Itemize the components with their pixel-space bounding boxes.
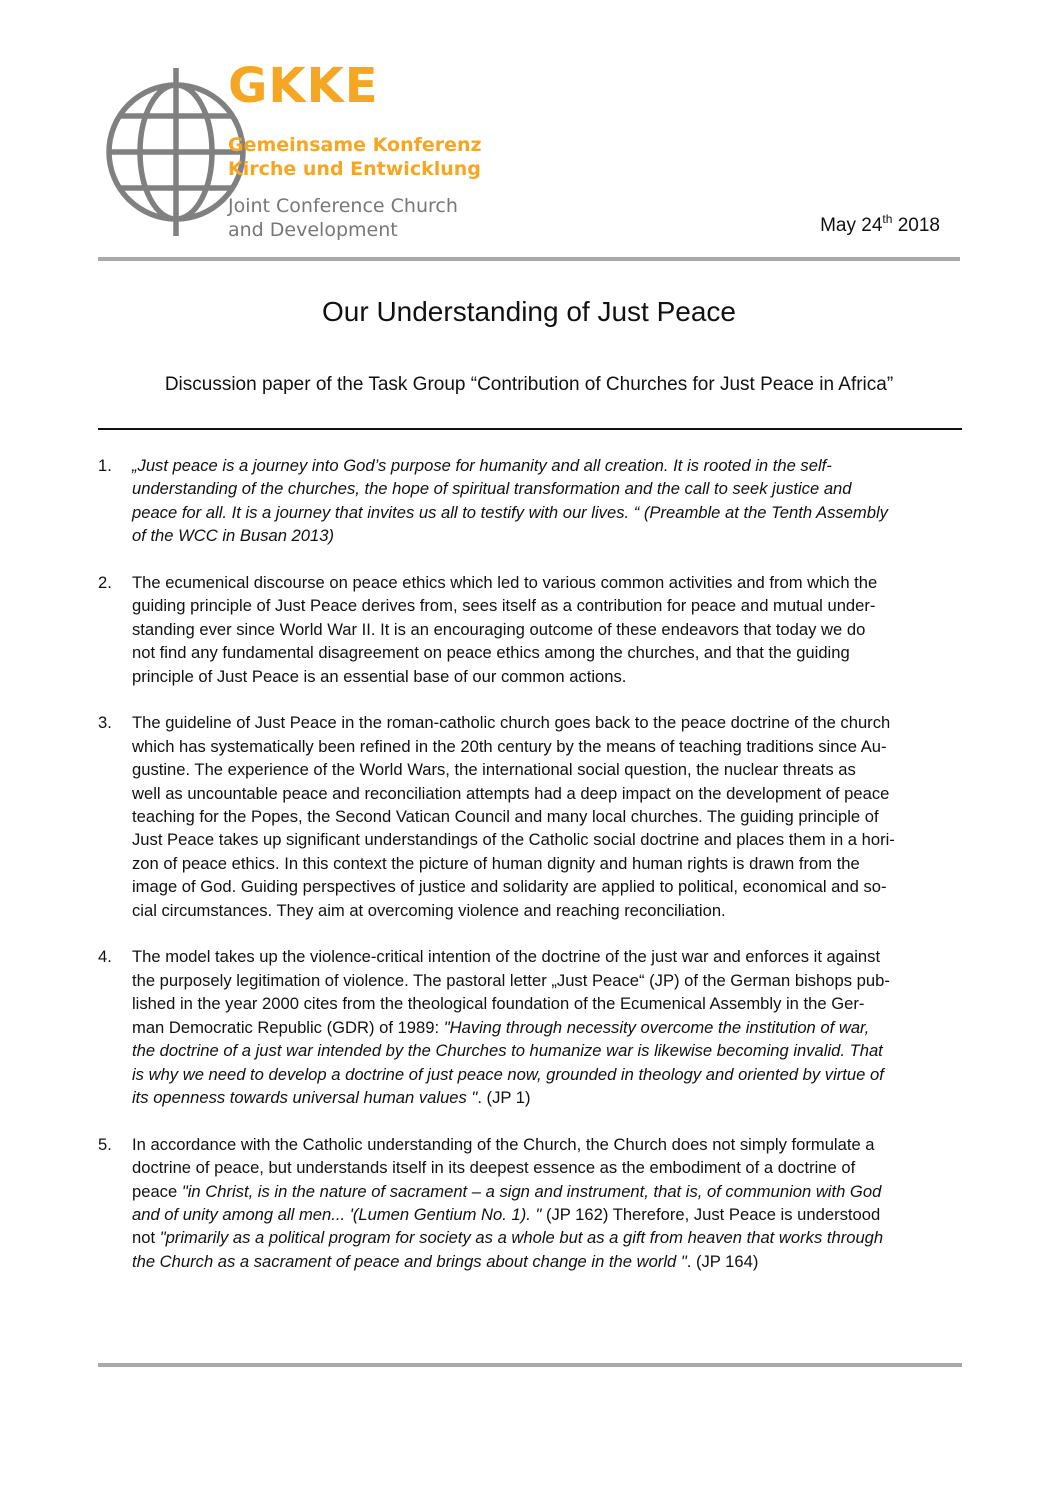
list-item-number: 5. bbox=[98, 1134, 112, 1154]
text-line bbox=[132, 1063, 962, 1086]
list-item-number: 4. bbox=[98, 947, 112, 967]
italic-quote-segment: "Having through necessity overcome the institution of war, bbox=[443, 1017, 870, 1037]
text-segment: not find any fundamental disagreement on peace ethics among the churches, and that the guiding bbox=[132, 643, 850, 663]
text-segment: well as uncountable peace and reconciliation attempts had a deep impact on the development of peace bbox=[132, 783, 890, 803]
logo-german-line-2: Kirche und Entwicklung bbox=[228, 158, 481, 180]
text-line bbox=[132, 735, 962, 758]
title-divider bbox=[98, 428, 962, 430]
text-segment: teaching for the Popes, the Second Vatican Council and many local churches. The guiding principle of bbox=[132, 807, 879, 827]
text-line bbox=[132, 1016, 962, 1039]
list-item-text bbox=[132, 711, 962, 922]
text-segment: doctrine of peace, but understands itself in its deepest essence as the embodiment of a doctrine of bbox=[132, 1158, 856, 1178]
text-segment: man Democratic Republic (GDR) of 1989: bbox=[132, 1017, 444, 1037]
text-segment: not bbox=[132, 1228, 160, 1248]
italic-quote-segment: "primarily as a political program for society as a whole but as a gift from heaven that works through bbox=[159, 1228, 884, 1248]
text-segment: lished in the year 2000 cites from the theological foundation of the Ecumenical Assembly in the Ger- bbox=[132, 994, 865, 1014]
text-line bbox=[132, 571, 962, 594]
date-suffix: th bbox=[882, 212, 893, 226]
italic-quote-segment: peace for all. It is a journey that invites us all to testify with our lives. “ (Preamble at the Tenth Assembly bbox=[132, 502, 888, 522]
list-item-text bbox=[132, 571, 962, 688]
logo-acronym: GKKE bbox=[228, 58, 379, 114]
text-line bbox=[132, 1039, 962, 1062]
italic-quote-segment: the Church as a sacrament of peace and brings about change in the world " bbox=[132, 1251, 687, 1271]
text-line bbox=[132, 1203, 962, 1226]
list-item bbox=[98, 1133, 962, 1273]
list-item bbox=[98, 571, 962, 688]
text-line bbox=[132, 992, 962, 1015]
list-item bbox=[98, 711, 962, 922]
text-segment: The model takes up the violence-critical intention of the doctrine of the just war and enforces it against bbox=[132, 947, 881, 967]
italic-quote-segment: „Just peace is a journey into God’s purpose for humanity and all creation. It is rooted in the self- bbox=[132, 456, 832, 475]
text-line bbox=[132, 1226, 962, 1249]
text-line bbox=[132, 665, 962, 688]
text-line bbox=[132, 1180, 962, 1203]
text-segment: (JP 162) Therefore, Just Peace is understood bbox=[541, 1204, 881, 1224]
italic-quote-segment: the doctrine of a just war intended by the Churches to humanize war is likewise becoming invalid. That bbox=[132, 1041, 883, 1061]
text-segment: . (JP 164) bbox=[686, 1251, 759, 1271]
italic-quote-segment: understanding of the churches, the hope of spiritual transformation and the call to seek justice and bbox=[132, 479, 852, 499]
text-line bbox=[132, 454, 962, 477]
list-item-number: 1. bbox=[98, 456, 112, 475]
date-year: 2018 bbox=[897, 215, 940, 236]
list-item-text bbox=[132, 454, 962, 548]
text-segment: zon of peace ethics. In this context the picture of human dignity and human rights is drawn from the bbox=[132, 853, 860, 873]
italic-quote-segment: of the WCC in Busan 2013) bbox=[132, 526, 334, 546]
text-line bbox=[132, 805, 962, 828]
text-segment: Just Peace takes up significant understandings of the Catholic social doctrine and places them in a hori- bbox=[132, 830, 895, 850]
italic-quote-segment: is why we need to develop a doctrine of just peace now, grounded in theology and oriented by virtue of bbox=[132, 1064, 884, 1084]
text-line bbox=[132, 641, 962, 664]
text-segment: In accordance with the Catholic understanding of the Church, the Church does not simply formulate a bbox=[132, 1134, 875, 1154]
text-segment: image of God. Guiding perspectives of justice and solidarity are applied to political, economical and so- bbox=[132, 877, 887, 897]
text-line bbox=[132, 1133, 962, 1156]
text-line bbox=[132, 758, 962, 781]
text-line bbox=[132, 618, 962, 641]
page-title: Our Understanding of Just Peace bbox=[321, 296, 736, 327]
logo-english-line-1: Joint Conference Church bbox=[228, 195, 458, 217]
italic-quote-segment: "in Christ, is in the nature of sacrament – a sign and instrument, that is, of communion with God bbox=[181, 1181, 882, 1201]
text-line bbox=[132, 1086, 962, 1109]
logo-german-line-1: Gemeinsame Konferenz bbox=[228, 134, 482, 156]
text-line bbox=[132, 711, 962, 734]
text-segment: which has systematically been refined in the 20th century by the means of teaching traditions since Au- bbox=[132, 736, 887, 756]
list-item-text bbox=[132, 945, 962, 1109]
text-segment: principle of Just Peace is an essential base of our common actions. bbox=[132, 666, 627, 686]
text-line bbox=[132, 782, 962, 805]
italic-quote-segment: its openness towards universal human values " bbox=[132, 1087, 478, 1107]
list-item-number: 3. bbox=[98, 713, 112, 733]
text-line bbox=[132, 1156, 962, 1179]
italic-quote-segment: and of unity among all men... '(Lumen Gentium No. 1). " bbox=[132, 1204, 542, 1224]
globe-logo-icon bbox=[104, 68, 248, 236]
text-segment: peace bbox=[132, 1181, 182, 1201]
logo-english-line-2: and Development bbox=[228, 219, 398, 241]
text-line bbox=[132, 477, 962, 500]
text-line bbox=[132, 828, 962, 851]
footer-divider bbox=[98, 1363, 962, 1367]
document-date bbox=[820, 212, 940, 237]
text-line bbox=[132, 1250, 962, 1273]
header-divider bbox=[98, 257, 960, 261]
text-line bbox=[132, 594, 962, 617]
numbered-list bbox=[98, 454, 962, 1297]
page-subtitle: Discussion paper of the Task Group “Contribution of Churches for Just Peace in Africa” bbox=[164, 374, 894, 395]
text-segment: guiding principle of Just Peace derives from, sees itself as a contribution for peace and mutual under- bbox=[132, 596, 876, 616]
text-line bbox=[132, 969, 962, 992]
text-segment: The guideline of Just Peace in the roman-catholic church goes back to the peace doctrine of the church bbox=[132, 713, 891, 733]
list-item bbox=[98, 454, 962, 548]
list-item-text bbox=[132, 1133, 962, 1273]
text-line bbox=[132, 852, 962, 875]
text-line bbox=[132, 945, 962, 968]
text-segment: the purposely legitimation of violence. The pastoral letter „Just Peace“ (JP) of the German bishops pub- bbox=[132, 970, 890, 990]
text-segment: standing ever since World War II. It is an encouraging outcome of these endeavors that today we do bbox=[132, 619, 866, 639]
list-item bbox=[98, 945, 962, 1109]
text-line bbox=[132, 899, 962, 922]
text-segment: . (JP 1) bbox=[477, 1087, 531, 1107]
list-item-number: 2. bbox=[98, 573, 112, 593]
date-prefix: May 24 bbox=[820, 215, 883, 236]
text-segment: cial circumstances. They aim at overcoming violence and reaching reconciliation. bbox=[132, 900, 726, 920]
text-line bbox=[132, 501, 962, 524]
text-line bbox=[132, 875, 962, 898]
text-segment: gustine. The experience of the World Wars, the international social question, the nuclear threats as bbox=[132, 760, 856, 780]
text-segment: The ecumenical discourse on peace ethics which led to various common activities and from which the bbox=[132, 573, 878, 593]
text-line bbox=[132, 524, 962, 547]
